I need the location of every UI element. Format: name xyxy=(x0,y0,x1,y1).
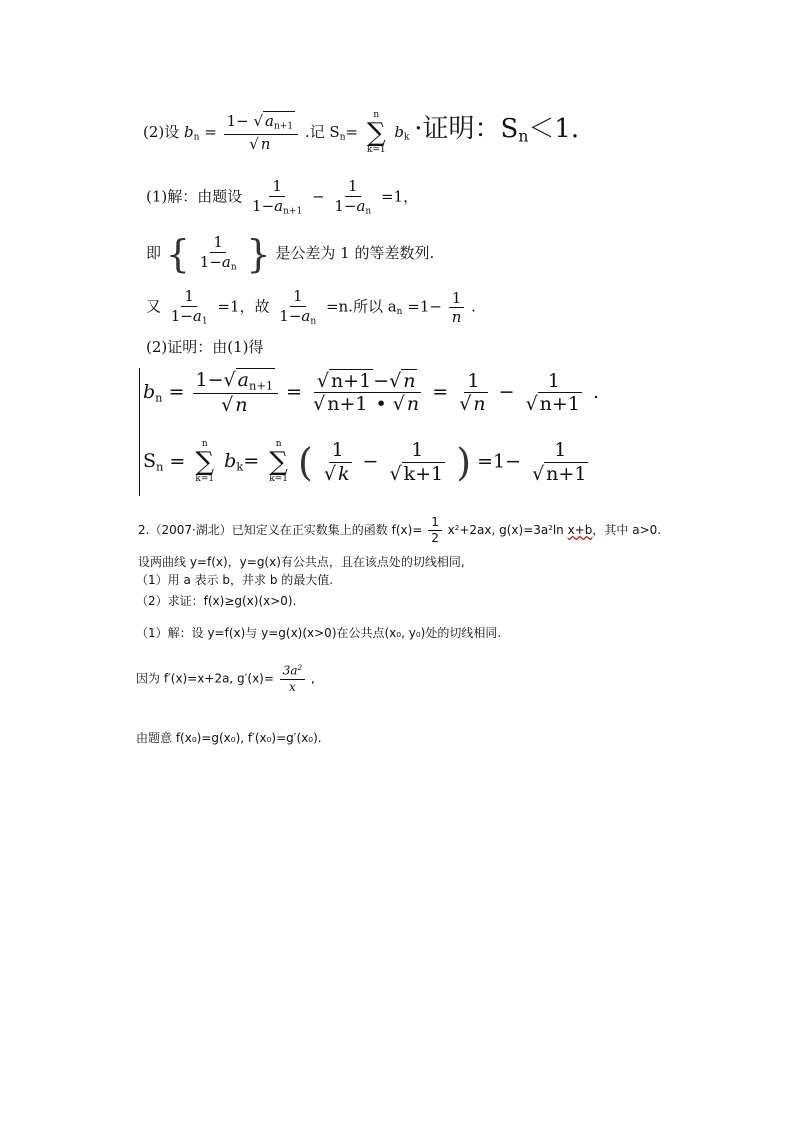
text: , xyxy=(310,671,315,686)
fraction: $\frac{1-√ a_{n+1}}{√ n}$ xyxy=(193,370,279,416)
fraction: $\frac{1}{2}$ xyxy=(428,516,442,545)
text: = xyxy=(169,450,186,473)
line-conclusion-an: 又 $\frac{1}{1-a_1}$ =1，故 $\frac{1}{1-a_n}$ =n.所以 $a_n =1-$ $\frac{1}{n}$ . xyxy=(146,287,476,327)
fraction: $\frac{√ n+1 -√ n}{√ n+1 • √ n}$ xyxy=(313,369,420,416)
formula-bn-telescoping: $b_n$ = $\frac{1-√ a_{n+1}}{√ n}$ = $\frac{√ n+1 -√ n}{√ n+1 • √ n}$ = $\frac{1}{√ n}$ − $\frac{1}{√ n+1}$ . xyxy=(143,369,600,416)
fraction: $\frac{1}{√ n}$ xyxy=(459,369,486,416)
problem-2-statement: 2.（2007·湖北）已知定义在正实数集上的函数 f(x)= $\frac{1}{2}$ $x^2+2ax$, $g(x)=3a^2\ln$ x+b，其中 a>0. xyxy=(138,515,662,546)
text: ln xyxy=(552,523,564,538)
line-proof-start xyxy=(146,336,264,357)
text: =1− xyxy=(407,297,442,316)
fraction: $\frac{1}{n}$ xyxy=(449,290,465,326)
problem-2-part-2: （2）求证：f(x)≥g(x)(x>0). xyxy=(136,594,297,608)
text: (1)解：由题设 xyxy=(146,187,243,206)
symbol: $S_n=$ xyxy=(329,123,359,143)
fraction: $\frac{1}{√ k+1}$ xyxy=(389,439,444,485)
sum-sign: n ∑ k=1 xyxy=(366,110,386,155)
text: x+b xyxy=(567,523,593,538)
text: =1，故 xyxy=(217,297,270,316)
fraction: $\frac{3a^2}{x}$ xyxy=(280,664,305,694)
problem-2-derivatives xyxy=(136,664,315,694)
symbol: $S_n$ xyxy=(143,450,164,474)
sum-sign: n ∑ k=1 xyxy=(269,439,288,485)
margin-rule xyxy=(139,368,140,496)
line-sequence: 即 { $\frac{1}{1-a_n}$ } 是公差为 1 的等差数列. xyxy=(146,232,435,276)
text: .记 xyxy=(304,123,325,141)
text: = xyxy=(432,380,449,403)
fraction: $\frac{1}{1-a_{n+1}}$ xyxy=(252,177,303,217)
text: − xyxy=(311,187,325,206)
fraction: $\frac{1}{√ n+1}$ xyxy=(525,369,580,416)
text: . xyxy=(592,380,600,403)
text: . xyxy=(471,297,476,316)
sum-sign: n ∑ k=1 xyxy=(195,439,215,485)
symbol: $b_n$ xyxy=(143,380,163,405)
text: (2)证明：由(1)得 xyxy=(146,338,264,356)
formula-sn-sum: $S_n$ = n ∑ k=1 $b_k=$ n ∑ k=1 ( $\frac{1}{√ k}$ − $\frac{1}{√ k+1}$ ) =1− $\frac{1}{√ n+1}$ xyxy=(143,440,593,485)
text: =1， xyxy=(380,187,419,206)
problem-2-line-2: 设两曲线 y=f(x)，y=g(x)有公共点，且在该点处的切线相同, xyxy=(138,555,465,569)
text: (2)设 xyxy=(143,123,180,141)
text: +2ax, g(x)=3a xyxy=(459,523,549,538)
problem-2-solution-1: （1）解：设 y=f(x)与 y=g(x)(x>0)在公共点(x₀, y₀)处的切线相同. xyxy=(136,626,502,640)
text: n xyxy=(260,135,271,154)
problem-2-condition: 由题意 f(x₀)=g(x₀), f′(x₀)=g′(x₀). xyxy=(136,731,322,745)
problem-2-part-1: （1）用 a 表示 b，并求 b 的最大值. xyxy=(136,573,334,587)
text: 1− xyxy=(226,112,249,131)
prove-text: ·证明：$S_n<1$. xyxy=(414,114,580,146)
fraction: $\frac{1}{1-a_n}$ xyxy=(279,287,317,327)
text: =1− xyxy=(477,450,522,473)
text: 即 xyxy=(146,244,162,262)
text: = xyxy=(204,123,217,141)
text: 是公差为 1 的等差数列. xyxy=(275,244,435,262)
fraction: $\frac{1}{1-a_n}$ xyxy=(199,233,237,273)
symbol: $b_n$ xyxy=(184,123,200,143)
fraction: $\frac{1}{√ k}$ xyxy=(323,439,350,485)
fraction: $\frac{1}{1-a_n}$ xyxy=(334,177,372,217)
text: x xyxy=(447,523,455,538)
text: 因为 f′(x)=x+2a, g′(x)= xyxy=(136,671,274,686)
line-definition-bn xyxy=(143,108,579,155)
fraction: $\frac{1}{√ n+1}$ xyxy=(532,439,587,485)
text: 又 xyxy=(146,297,162,316)
text: ，其中 a>0. xyxy=(592,523,662,538)
fraction: $\frac{1- √ a_{n+1}}{√ n}$ xyxy=(224,113,299,152)
fraction: $\frac{1}{1-a_1}$ xyxy=(170,287,208,327)
text: =n.所以 a xyxy=(325,297,397,316)
text: 2.（2007·湖北）已知定义在正实数集上的函数 f(x)= xyxy=(138,523,423,538)
line-solution-1 xyxy=(146,178,418,217)
symbol: $b_k$ xyxy=(394,123,410,143)
text: = xyxy=(168,380,185,403)
